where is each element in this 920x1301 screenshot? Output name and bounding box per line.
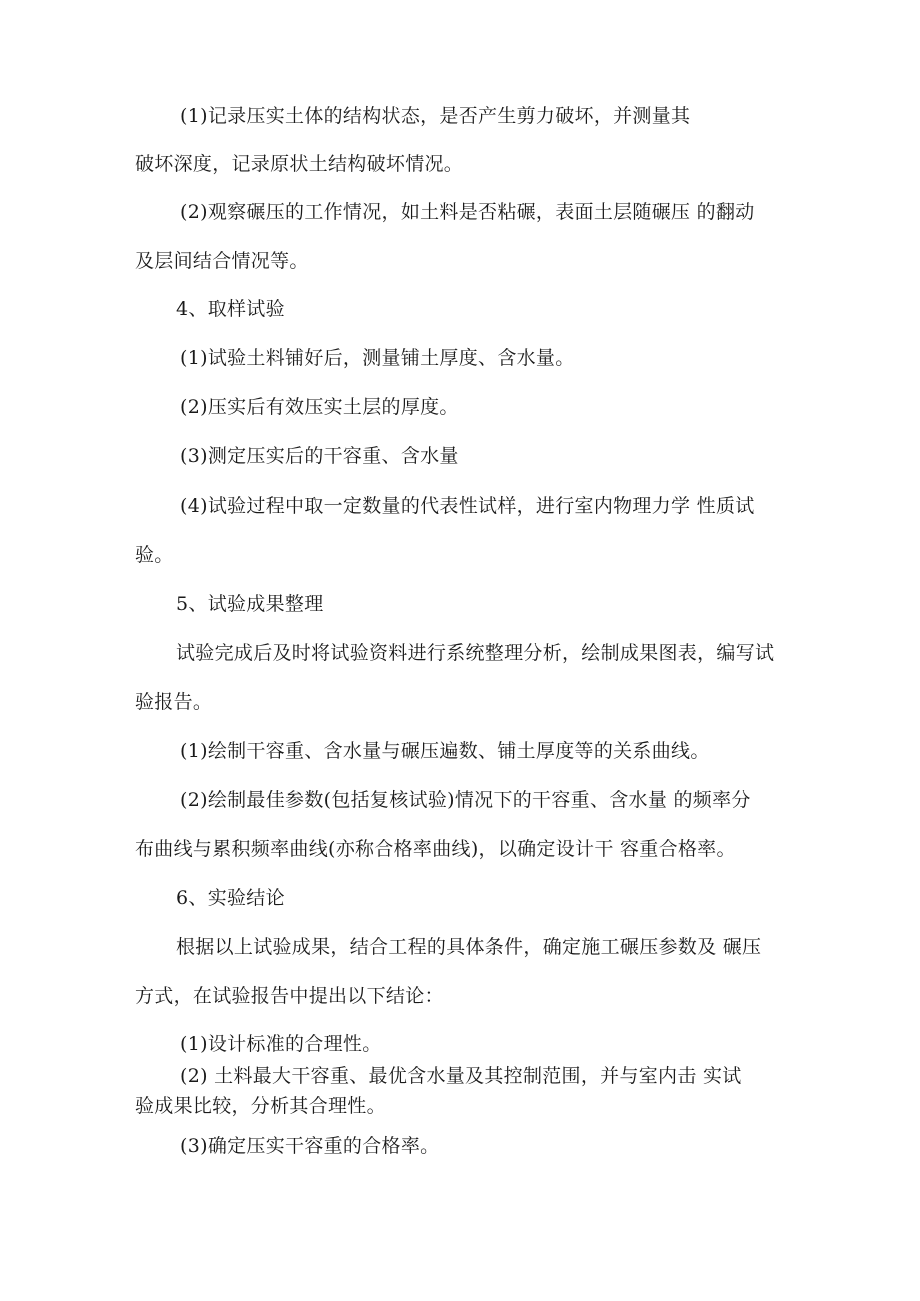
paragraph-line: (4)试验过程中取一定数量的代表性试样，进行室内物理力学 性质试: [180, 495, 755, 517]
section-heading: 6、实验结论: [176, 887, 285, 909]
paragraph-line: (2)压实后有效压实土层的厚度。: [180, 396, 459, 418]
paragraph-line: 验报告。: [135, 691, 213, 713]
paragraph-line: 验。: [135, 544, 174, 566]
paragraph-line: 方式，在试验报告中提出以下结论：: [135, 985, 444, 1007]
paragraph-line: (2)观察碾压的工作情况，如土料是否粘碾，表面土层随碾压 的翻动: [180, 201, 755, 223]
paragraph-line: 布曲线与累积频率曲线(亦称合格率曲线)，以确定设计干 容重合格率。: [135, 838, 736, 860]
paragraph-line: 根据以上试验成果，结合工程的具体条件，确定施工碾压参数及 碾压: [176, 936, 762, 958]
paragraph-line: 试验完成后及时将试验资料进行系统整理分析，绘制成果图表，编写试: [176, 642, 775, 664]
paragraph-line: (1)设计标准的合理性。: [180, 1033, 382, 1055]
paragraph-line: (1)试验土料铺好后，测量铺土厚度、含水量。: [180, 347, 575, 369]
paragraph-line: (1)记录压实土体的结构状态，是否产生剪力破坏，并测量其: [180, 105, 691, 127]
paragraph-line: (1)绘制干容重、含水量与碾压遍数、铺土厚度等的关系曲线。: [180, 740, 710, 762]
paragraph-line: 及层间结合情况等。: [135, 250, 309, 272]
paragraph-line: (3)测定压实后的干容重、含水量: [180, 445, 459, 467]
paragraph-line: (2)绘制最佳参数(包括复核试验)情况下的干容重、含水量 的频率分: [180, 789, 751, 811]
section-heading: 4、取样试验: [176, 298, 285, 320]
paragraph-line: (3)确定压实干容重的合格率。: [180, 1135, 440, 1157]
paragraph-line: (2) 土料最大干容重、最优含水量及其控制范围，并与室内击 实试: [180, 1065, 742, 1087]
section-heading: 5、试验成果整理: [176, 593, 324, 615]
paragraph-line: 验成果比较，分析其合理性。: [135, 1095, 386, 1117]
paragraph-line: 破坏深度，记录原状土结构破坏情况。: [135, 153, 464, 175]
